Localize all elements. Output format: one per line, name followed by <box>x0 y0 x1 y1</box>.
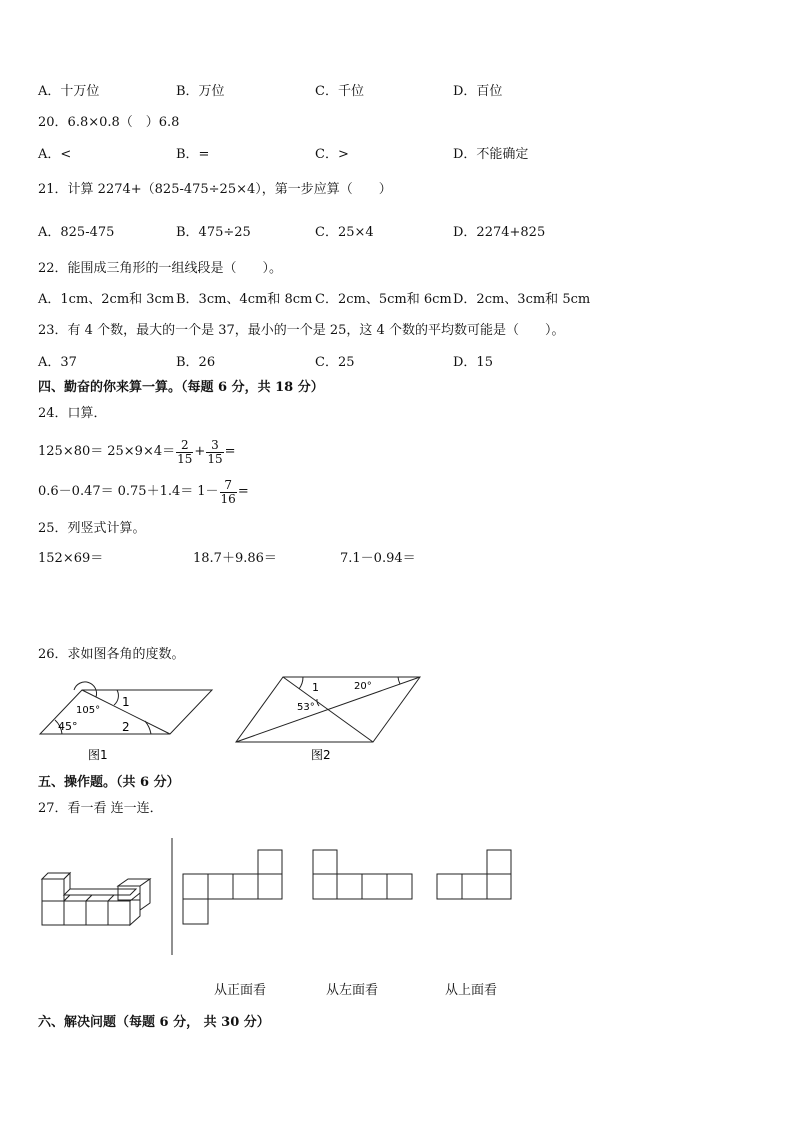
fraction-numerator: 7 <box>220 479 237 493</box>
q23-stem: 23．有 4 个数，最大的一个是 37，最小的一个是 25，这 4 个数的平均数可能是（ ）。 <box>38 323 565 338</box>
q20-option-a[interactable]: A．< <box>38 147 72 162</box>
q24-stem: 24．口算． <box>38 406 107 421</box>
fraction-numerator: 2 <box>176 439 193 453</box>
view-grid-3 <box>437 850 511 899</box>
q21-stem: 21．计算 2274+（825-475÷25×4），第一步应算（ ） <box>38 182 392 197</box>
q23-option-c[interactable]: C．25 <box>315 355 355 370</box>
view-label-left[interactable]: 从左面看 <box>326 983 379 998</box>
q21-option-d[interactable]: D．2274+825 <box>453 225 546 240</box>
q25-item-3: 7.1－0.94＝ <box>340 551 416 566</box>
q27-stem: 27．看一看 连一连． <box>38 801 163 816</box>
q26-stem: 26．求如图各角的度数。 <box>38 647 185 662</box>
q22-option-d[interactable]: D．2cm、3cm和 5cm <box>453 292 591 307</box>
q22-option-c[interactable]: C．2cm、5cm和 6cm <box>315 292 452 307</box>
q19-option-b[interactable]: B．万位 <box>176 84 225 99</box>
q20-option-c[interactable]: C．> <box>315 147 349 162</box>
q19-option-a[interactable]: A．十万位 <box>38 84 100 99</box>
view-grid-2 <box>313 850 412 899</box>
q25-stem: 25．列竖式计算。 <box>38 521 146 536</box>
fig1-angle-a: 105° <box>76 705 101 716</box>
q20-stem: 20．6.8×0.8（ ）6.8 <box>38 115 180 130</box>
q25-item-1: 152×69＝ <box>38 551 104 566</box>
q19-option-d[interactable]: D．百位 <box>453 84 503 99</box>
q25-item-2: 18.7＋9.86＝ <box>193 551 277 566</box>
fig2-angle-a: 20° <box>354 681 372 692</box>
figure2-parallelogram <box>236 677 420 742</box>
plus-sign: + <box>194 444 206 459</box>
section6-heading: 六、解决问题（每题 6 分， 共 30 分） <box>38 1015 270 1030</box>
expr-prefix: 1－ <box>197 484 219 499</box>
fig1-label-1: 1 <box>122 695 130 709</box>
q24-expr-2: 25×9×4＝ <box>107 444 176 459</box>
q23-option-b[interactable]: B．26 <box>176 355 216 370</box>
q21-option-a[interactable]: A．825-475 <box>38 225 115 240</box>
fig1-caption: 图1 <box>88 748 108 762</box>
equals-sign: = <box>237 484 249 499</box>
q24-expr-4: 0.6－0.47＝ <box>38 484 114 499</box>
q19-option-c[interactable]: C．千位 <box>315 84 364 99</box>
q23-option-a[interactable]: A．37 <box>38 355 77 370</box>
view-label-front[interactable]: 从正面看 <box>214 983 267 998</box>
view-label-top[interactable]: 从上面看 <box>445 983 498 998</box>
q24-expr-1: 125×80＝ <box>38 444 104 459</box>
equals-sign: = <box>224 444 236 459</box>
fig2-caption: 图2 <box>311 748 331 762</box>
q22-option-a[interactable]: A．1cm、2cm和 3cm <box>38 292 175 307</box>
q24-expr-5: 0.75＋1.4＝ <box>117 484 194 499</box>
view-grid-1 <box>183 850 282 924</box>
fig1-label-2: 2 <box>122 720 130 734</box>
cube-stack-3d <box>42 873 150 925</box>
q23-option-d[interactable]: D．15 <box>453 355 493 370</box>
q21-option-c[interactable]: C．25×4 <box>315 225 374 240</box>
q22-option-b[interactable]: B．3cm、4cm和 8cm <box>176 292 313 307</box>
fig2-angle-b: 53° <box>297 702 315 713</box>
fig2-label-1: 1 <box>312 681 319 694</box>
section4-heading: 四、勤奋的你来算一算。（每题 6 分，共 18 分） <box>38 380 324 395</box>
q20-option-b[interactable]: B．= <box>176 147 210 162</box>
section5-heading: 五、操作题。（共 6 分） <box>38 775 180 790</box>
q21-option-b[interactable]: B．475÷25 <box>176 225 251 240</box>
fraction-denominator: 16 <box>220 491 236 506</box>
fraction-denominator: 15 <box>207 451 223 466</box>
q20-option-d[interactable]: D．不能确定 <box>453 147 529 162</box>
q22-stem: 22．能围成三角形的一组线段是（ ）。 <box>38 261 283 276</box>
fraction-denominator: 15 <box>177 451 193 466</box>
fraction-numerator: 3 <box>206 439 223 453</box>
fig1-angle-b: 45° <box>58 720 78 733</box>
